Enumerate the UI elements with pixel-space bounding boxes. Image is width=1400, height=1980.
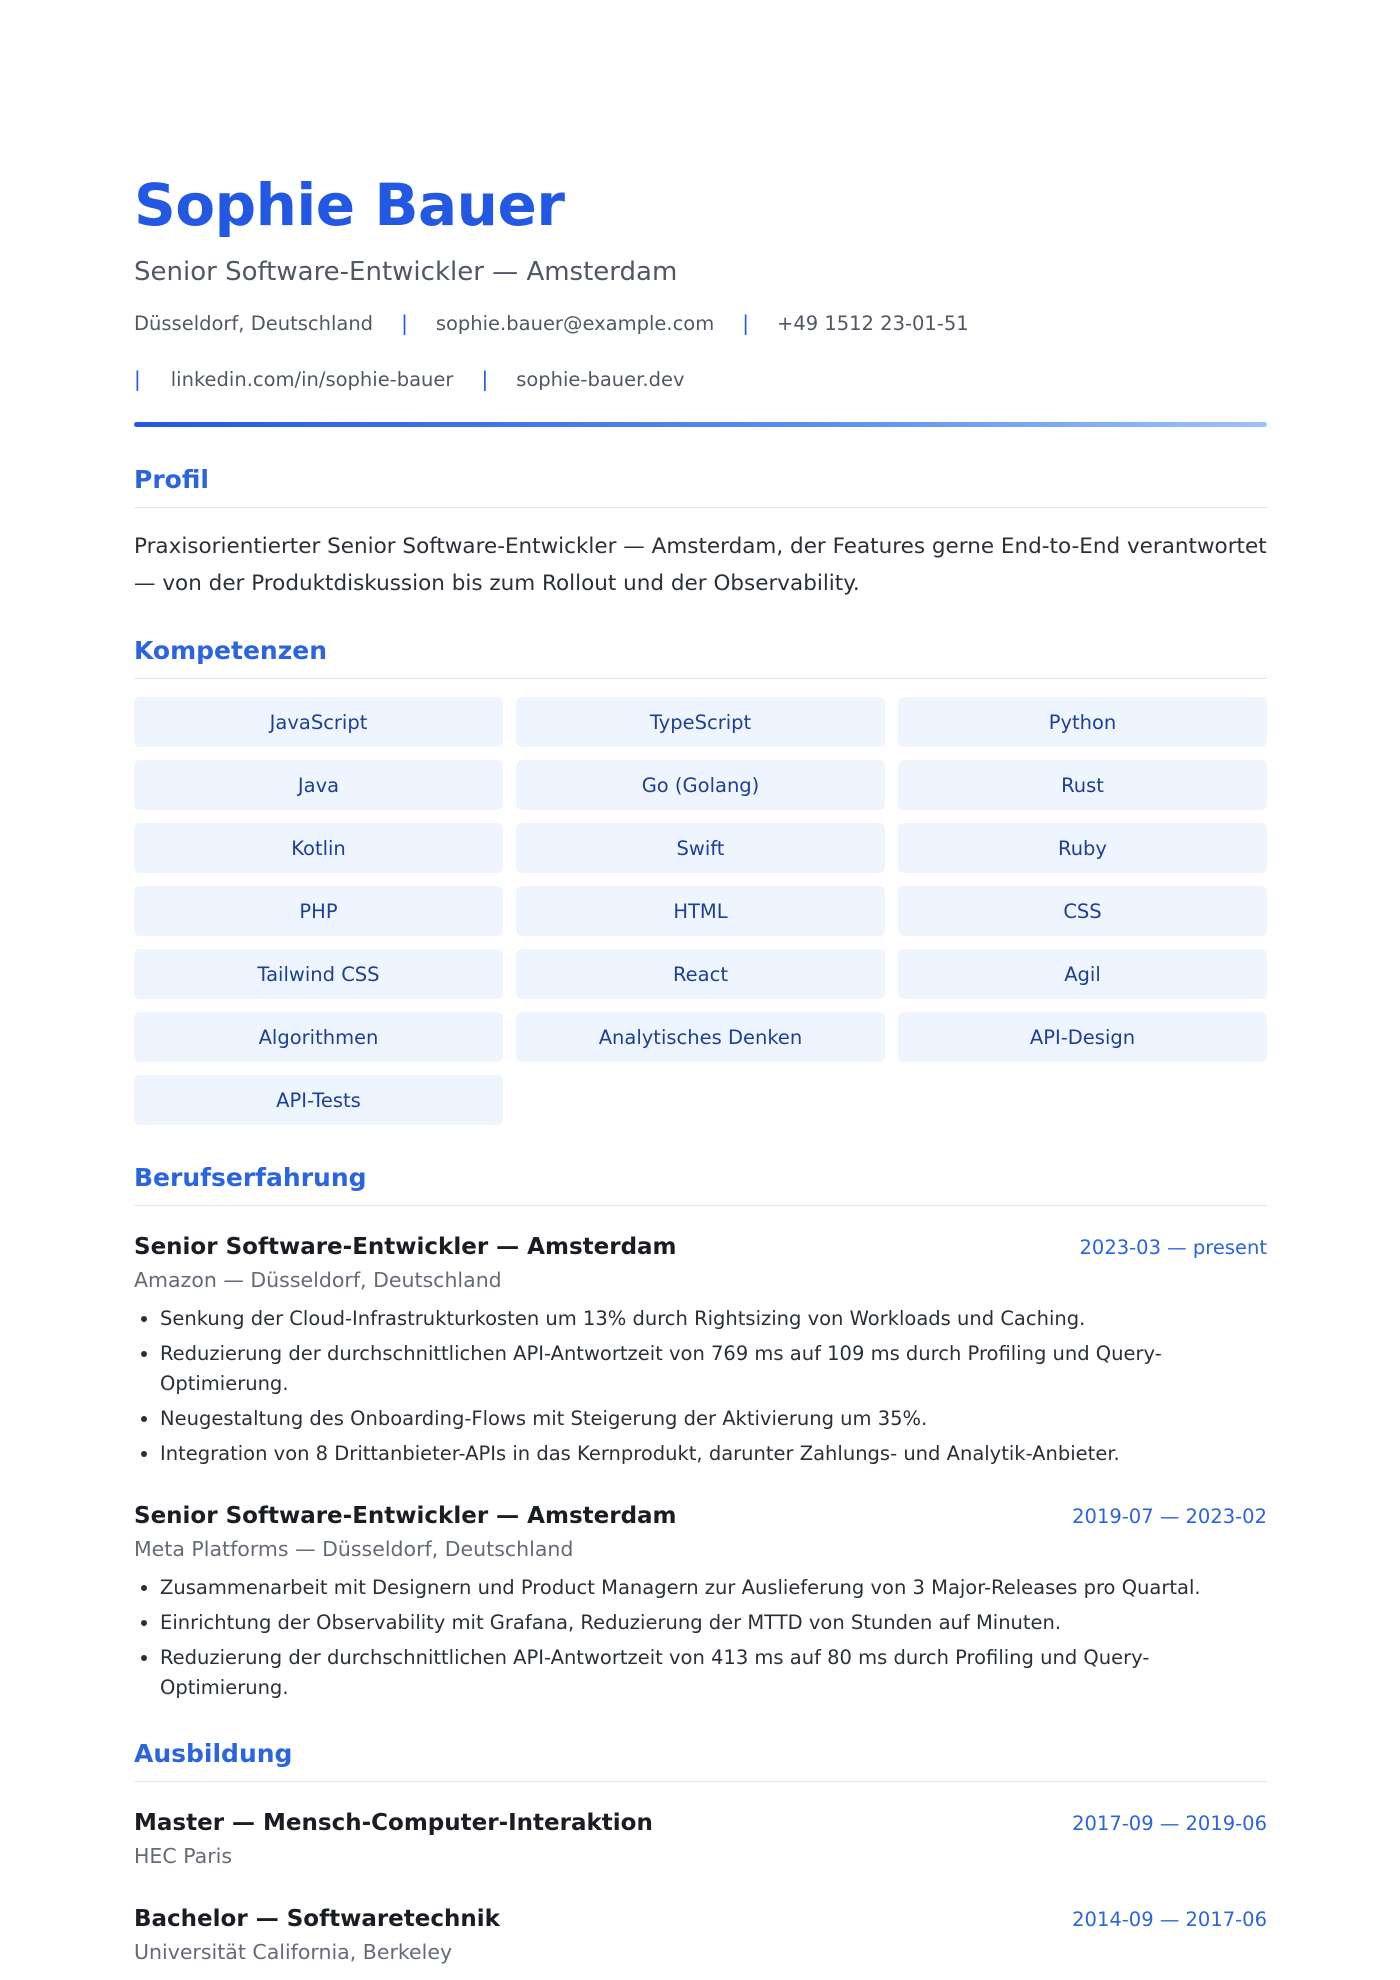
skill-chip: TypeScript — [516, 697, 885, 747]
skill-chip: Agil — [898, 949, 1267, 999]
profile-section — [134, 463, 1267, 602]
job-dates: 2019-07 — 2023-02 — [1072, 1505, 1267, 1528]
achievement-item: • Integration von 8 Drittanbieter-APIs in das Kernprodukt, darunter Zahlungs- und Analytik-Anbieter. — [160, 1439, 1267, 1469]
section-title-education: Ausbildung — [134, 1739, 293, 1768]
skill-chip: Kotlin — [134, 823, 503, 873]
achievement-item: • Zusammenarbeit mit Designern und Product Managern zur Auslieferung von 3 Major-Releases pro Quartal. — [160, 1573, 1267, 1603]
contact-email[interactable]: sophie.bauer@example.com — [435, 311, 715, 335]
resume-content — [134, 170, 1267, 1966]
skill-chip: Tailwind CSS — [134, 949, 503, 999]
contact-linkedin[interactable]: linkedin.com/in/sophie-bauer — [170, 367, 454, 391]
skill-chip: PHP — [134, 886, 503, 936]
contact-website[interactable]: sophie-bauer.dev — [516, 367, 685, 391]
job-header — [134, 1501, 1267, 1531]
education-entry — [134, 1904, 1267, 1966]
section-header — [134, 1737, 1267, 1782]
contact-info — [134, 308, 1267, 394]
skill-chip: Swift — [516, 823, 885, 873]
job-company: Amazon — Düsseldorf, Deutschland — [134, 1268, 502, 1292]
skill-chip: Python — [898, 697, 1267, 747]
achievement-item: • Reduzierung der durchschnittlichen API-Antwortzeit von 769 ms auf 109 ms durch Profiling und Query-Optimierung. — [160, 1339, 1267, 1399]
section-header — [134, 1161, 1267, 1206]
job-role: Senior Software-Entwickler — Amsterdam — [134, 1503, 677, 1529]
job-entry — [134, 1232, 1267, 1469]
education-dates: 2014-09 — 2017-06 — [1072, 1908, 1267, 1931]
section-title-experience: Berufserfahrung — [134, 1163, 367, 1192]
contact-line-1 — [134, 308, 1267, 338]
job-entry — [134, 1501, 1267, 1703]
education-degree: Master — Mensch-Computer-Interaktion — [134, 1810, 653, 1836]
skill-chip: Java — [134, 760, 503, 810]
section-title-profile: Profil — [134, 465, 209, 494]
contact-separator: | — [134, 367, 141, 391]
education-header — [134, 1808, 1267, 1838]
skills-section — [134, 634, 1267, 1125]
skill-chip: React — [516, 949, 885, 999]
education-header — [134, 1904, 1267, 1934]
section-title-skills: Kompetenzen — [134, 636, 328, 665]
job-achievements — [134, 1304, 1267, 1469]
candidate-headline: Senior Software-Entwickler — Amsterdam — [134, 257, 678, 287]
contact-location: Düsseldorf, Deutschland — [134, 311, 374, 335]
contact-separator: | — [742, 311, 749, 335]
skills-grid — [134, 697, 1267, 1125]
education-section — [134, 1737, 1267, 1966]
contact-line-2 — [134, 364, 1267, 394]
education-dates: 2017-09 — 2019-06 — [1072, 1812, 1267, 1835]
job-role: Senior Software-Entwickler — Amsterdam — [134, 1234, 677, 1260]
education-entry — [134, 1808, 1267, 1870]
achievement-item: • Neugestaltung des Onboarding-Flows mit Steigerung der Aktivierung um 35%. — [160, 1404, 1267, 1434]
contact-phone[interactable]: +49 1512 23-01-51 — [776, 311, 969, 335]
skill-chip: HTML — [516, 886, 885, 936]
section-header — [134, 463, 1267, 508]
achievement-item: • Reduzierung der durchschnittlichen API-Antwortzeit von 413 ms auf 80 ms durch Profiling und Query-Optimierung. — [160, 1643, 1267, 1703]
experience-section — [134, 1161, 1267, 1703]
skill-chip: API-Design — [898, 1012, 1267, 1062]
contact-separator: | — [401, 311, 408, 335]
candidate-name: Sophie Bauer — [134, 171, 565, 239]
skill-chip: API-Tests — [134, 1075, 503, 1125]
skill-chip: Algorithmen — [134, 1012, 503, 1062]
education-school: Universität California, Berkeley — [134, 1940, 453, 1964]
job-header — [134, 1232, 1267, 1262]
skill-chip: Ruby — [898, 823, 1267, 873]
skill-chip: Analytisches Denken — [516, 1012, 885, 1062]
job-achievements — [134, 1573, 1267, 1703]
achievement-item: • Senkung der Cloud-Infrastrukturkosten um 13% durch Rightsizing von Workloads und Caching. — [160, 1304, 1267, 1334]
header-divider — [134, 422, 1267, 427]
resume-header — [134, 170, 1267, 427]
contact-separator: | — [481, 367, 489, 391]
profile-summary: Praxisorientierter Senior Software-Entwickler — Amsterdam, der Features gerne End-to-End verantwortet — von der Produktdiskussion bis zum Rollout und der Observability. — [134, 534, 1267, 596]
skill-chip: Rust — [898, 760, 1267, 810]
job-company: Meta Platforms — Düsseldorf, Deutschland — [134, 1537, 574, 1561]
achievement-item: • Einrichtung der Observability mit Grafana, Reduzierung der MTTD von Stunden auf Minuten. — [160, 1608, 1267, 1638]
education-degree: Bachelor — Softwaretechnik — [134, 1906, 500, 1932]
education-school: HEC Paris — [134, 1844, 233, 1868]
skill-chip: CSS — [898, 886, 1267, 936]
skill-chip: JavaScript — [134, 697, 503, 747]
section-header — [134, 634, 1267, 679]
skill-chip: Go (Golang) — [516, 760, 885, 810]
job-dates: 2023-03 — present — [1079, 1236, 1267, 1259]
